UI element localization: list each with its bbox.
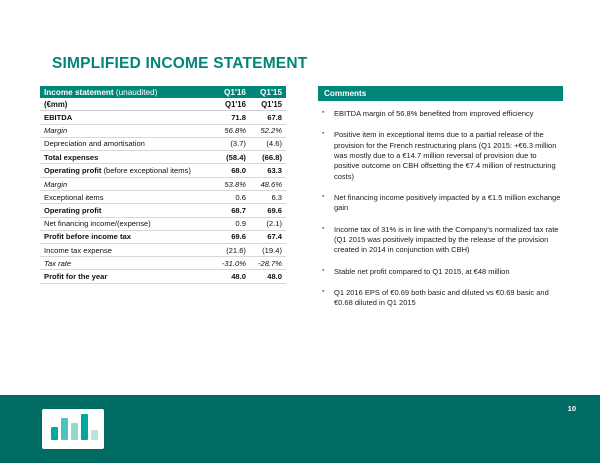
row-q116: (21.6) bbox=[214, 243, 250, 256]
logo-bar-icon bbox=[91, 430, 98, 440]
row-label: Margin bbox=[40, 124, 214, 137]
company-logo bbox=[42, 409, 104, 449]
table-row bbox=[40, 137, 286, 150]
row-label: Total expenses bbox=[40, 150, 214, 163]
row-q115: -28.7% bbox=[250, 257, 286, 270]
row-q115: Q1'15 bbox=[250, 98, 286, 111]
row-q115: 67.4 bbox=[250, 230, 286, 243]
row-q115: 67.8 bbox=[250, 111, 286, 124]
table-header-subtitle: (unaudited) bbox=[115, 87, 158, 97]
table-row bbox=[40, 124, 286, 137]
table-header-q116: Q1'16 bbox=[214, 86, 250, 98]
table-header-row bbox=[40, 86, 286, 98]
row-q116: 69.6 bbox=[214, 230, 250, 243]
row-label: Net financing income/(expense) bbox=[40, 217, 214, 230]
row-label: Depreciation and amortisation bbox=[40, 137, 214, 150]
table-body bbox=[40, 98, 286, 283]
row-label: Tax rate bbox=[40, 257, 214, 270]
row-label: Profit for the year bbox=[40, 270, 214, 283]
table-row bbox=[40, 150, 286, 163]
page-number: 10 bbox=[567, 404, 576, 413]
table-row bbox=[40, 243, 286, 256]
row-q115: (66.8) bbox=[250, 150, 286, 163]
logo-bar-icon bbox=[81, 414, 88, 440]
logo-bar-icon bbox=[51, 427, 58, 440]
row-q116: 71.8 bbox=[214, 111, 250, 124]
list-item: ▪ Q1 2016 EPS of €0.69 both basic and diluted vs €0.69 basic and €0.68 diluted in Q1 2015 bbox=[320, 288, 561, 309]
row-q116: 0.9 bbox=[214, 217, 250, 230]
row-q115: 69.6 bbox=[250, 204, 286, 217]
list-item: ▪ Net financing income positively impacted by a €1.5 million exchange gain bbox=[320, 193, 561, 214]
row-label-extra: (before exceptional items) bbox=[103, 165, 191, 175]
comments-panel bbox=[318, 86, 563, 320]
row-label: (€mm) bbox=[40, 98, 214, 111]
table-header-q115: Q1'15 bbox=[250, 86, 286, 98]
row-label-main: Operating profit bbox=[44, 165, 102, 175]
table-row bbox=[40, 98, 286, 111]
row-label: Exceptional items bbox=[40, 191, 214, 204]
row-q115: (19.4) bbox=[250, 243, 286, 256]
income-statement-table bbox=[40, 86, 286, 284]
row-label: Income tax expense bbox=[40, 243, 214, 256]
comments-header: Comments bbox=[318, 86, 563, 101]
row-q115: 48.0 bbox=[250, 270, 286, 283]
comments-list bbox=[318, 101, 563, 309]
row-label bbox=[40, 164, 214, 178]
row-q115: 48.6% bbox=[250, 178, 286, 191]
table-row bbox=[40, 217, 286, 230]
row-label: Profit before income tax bbox=[40, 230, 214, 243]
row-q115: 6.3 bbox=[250, 191, 286, 204]
table-header-title: Income statement bbox=[44, 87, 114, 97]
row-q116: (3.7) bbox=[214, 137, 250, 150]
row-q115: 63.3 bbox=[250, 164, 286, 178]
table-row bbox=[40, 270, 286, 283]
row-q115: 52.2% bbox=[250, 124, 286, 137]
table-row bbox=[40, 164, 286, 178]
table-header-label bbox=[40, 86, 214, 98]
row-q116: 68.0 bbox=[214, 164, 250, 178]
list-item: ▪ Positive item in exceptional items due to a partial release of the provision for the French restructuring plans (Q1 2015: +€6.3 million was mostly due to a €14.7 million reversal of provision due to positive outcome on CBH offsetting the €7.4 million of restructuring costs) bbox=[320, 130, 561, 182]
row-q116: Q1'16 bbox=[214, 98, 250, 111]
row-q116: 0.6 bbox=[214, 191, 250, 204]
table-row bbox=[40, 111, 286, 124]
row-q116: 68.7 bbox=[214, 204, 250, 217]
table-row bbox=[40, 257, 286, 270]
table-row bbox=[40, 230, 286, 243]
row-label: Margin bbox=[40, 178, 214, 191]
logo-bar-icon bbox=[61, 418, 68, 440]
list-item: ▪ Income tax of 31% is in line with the Company's normalized tax rate (Q1 2015 was positively impacted by the release of the provision created in 2014 in conjunction with CBH) bbox=[320, 225, 561, 256]
row-q115: (4.6) bbox=[250, 137, 286, 150]
table-row bbox=[40, 204, 286, 217]
row-q116: (58.4) bbox=[214, 150, 250, 163]
list-item: ▪ EBITDA margin of 56.8% benefited from improved efficiency bbox=[320, 109, 561, 119]
row-q116: 56.8% bbox=[214, 124, 250, 137]
row-q115: (2.1) bbox=[250, 217, 286, 230]
row-q116: -31.0% bbox=[214, 257, 250, 270]
table-row bbox=[40, 178, 286, 191]
page-title: SIMPLIFIED INCOME STATEMENT bbox=[52, 55, 308, 72]
row-q116: 53.8% bbox=[214, 178, 250, 191]
table-row bbox=[40, 191, 286, 204]
row-label: EBITDA bbox=[40, 111, 214, 124]
logo-bar-icon bbox=[71, 423, 78, 440]
footer-bar bbox=[0, 395, 600, 463]
list-item: ▪ Stable net profit compared to Q1 2015, at €48 million bbox=[320, 267, 561, 277]
row-label: Operating profit bbox=[40, 204, 214, 217]
row-q116: 48.0 bbox=[214, 270, 250, 283]
